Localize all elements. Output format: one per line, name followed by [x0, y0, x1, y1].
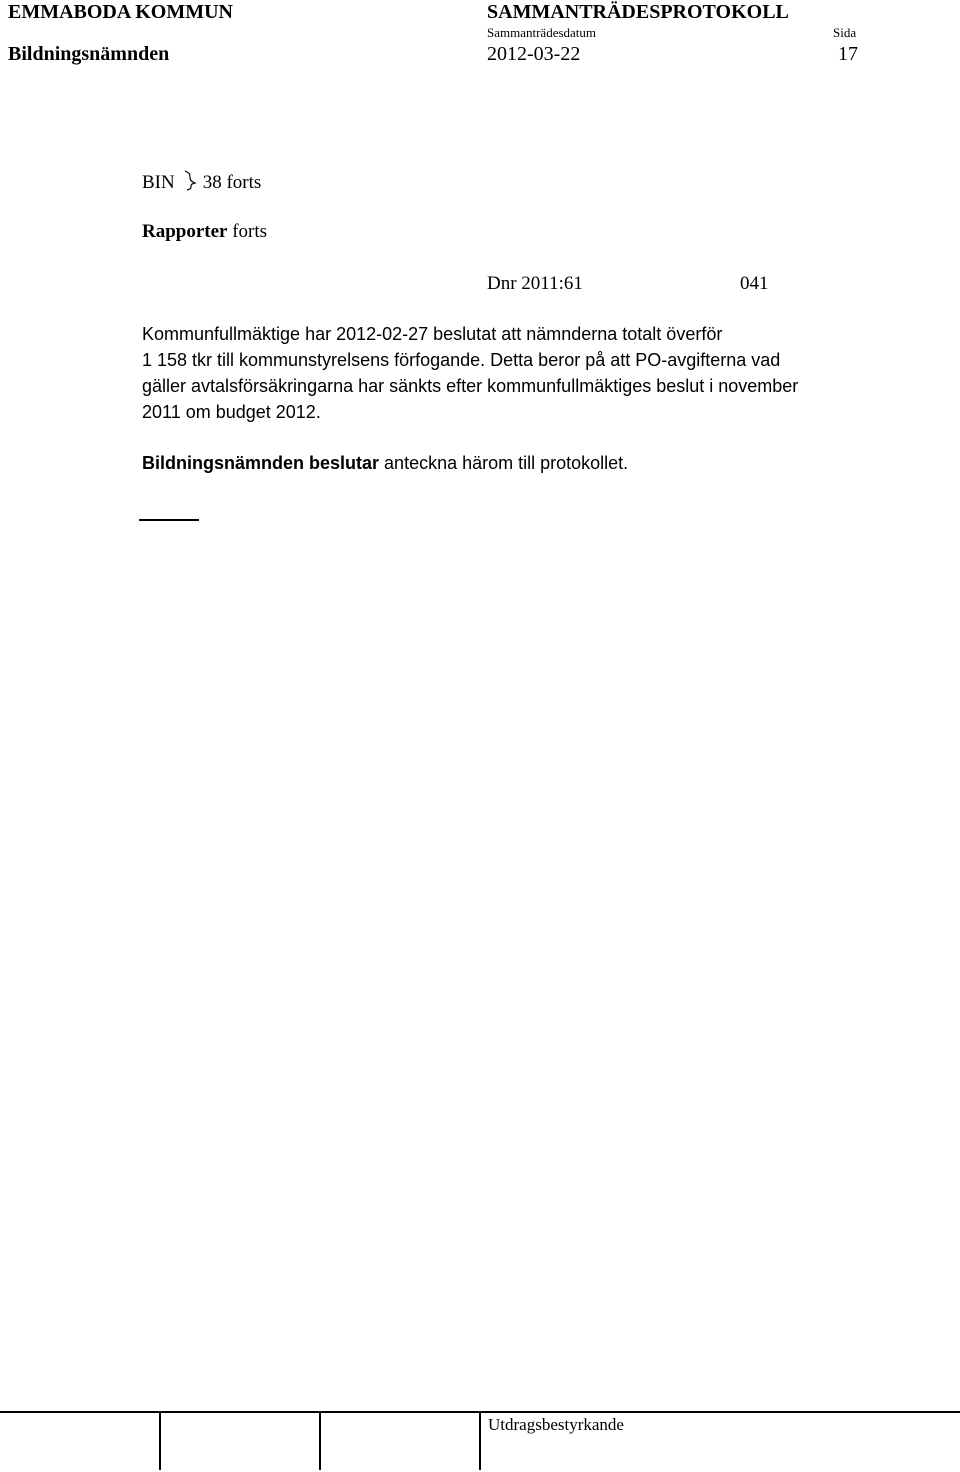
signature-cell: [479, 1413, 481, 1470]
paragraph-line: 1 158 tkr till kommunstyrelsens förfogande. Detta beror på att PO-avgifterna vad: [142, 350, 781, 370]
signature-cell: [319, 1413, 321, 1470]
section-heading: [142, 219, 267, 245]
decision-line: [142, 450, 628, 476]
section-reference: [142, 169, 261, 196]
date-label: Sammanträdesdatum: [487, 25, 597, 40]
end-rule: [139, 519, 199, 521]
certification-label: Utdragsbestyrkande: [488, 1415, 624, 1434]
paragraph-line: gäller avtalsförsäkringarna har sänkts efter kommunfullmäktiges beslut i november: [142, 376, 799, 396]
page-label: Sida: [833, 25, 857, 40]
committee-name: Bildningsnämnden: [8, 43, 170, 65]
protocol-title: SAMMANTRÄDESPROTOKOLL: [487, 1, 789, 23]
page-number: 17: [838, 43, 858, 65]
classification-code: 041: [740, 273, 769, 294]
meeting-date: 2012-03-22: [487, 43, 581, 65]
diary-number: Dnr 2011:61: [487, 273, 583, 294]
signature-cell: [159, 1413, 161, 1470]
paragraph-line: 2011 om budget 2012.: [142, 402, 321, 422]
decision-rest: anteckna härom till protokollet.: [384, 453, 629, 473]
section-heading-bold: Rapporter: [142, 221, 228, 242]
section-number: 38 forts: [202, 172, 262, 193]
paragraph-line: Kommunfullmäktige har 2012-02-27 beslutat att nämnderna totalt överför: [142, 324, 723, 344]
section-mark-icon: [183, 169, 197, 191]
signature-footer: [0, 1411, 960, 1472]
section-heading-rest: forts: [232, 221, 268, 242]
municipality-name: EMMABODA KOMMUN: [8, 1, 233, 23]
decision-bold: Bildningsnämnden beslutar: [142, 453, 380, 473]
section-prefix: BIN: [142, 172, 175, 193]
